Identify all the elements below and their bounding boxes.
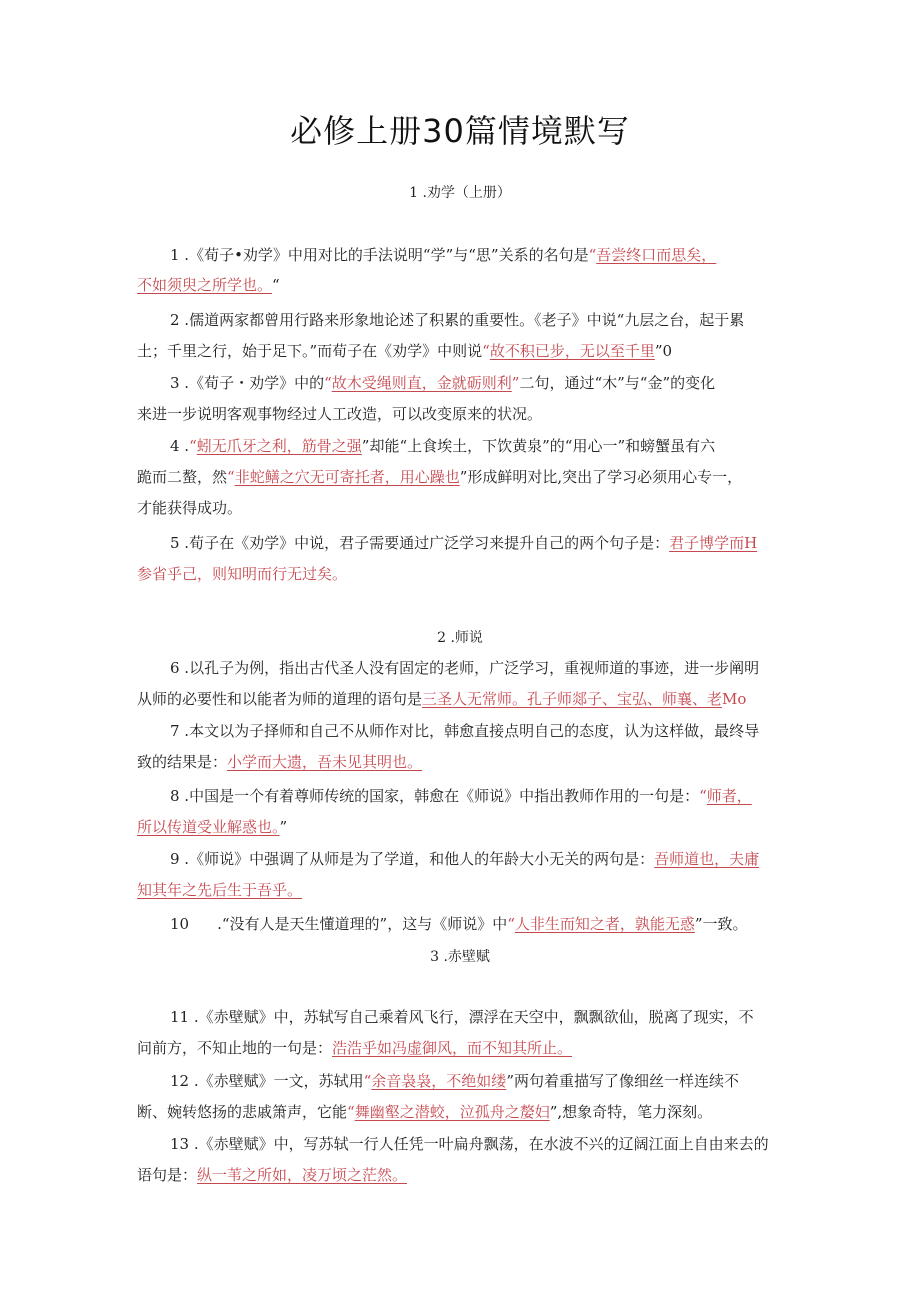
question-10-text-end: ”一致。: [694, 915, 748, 933]
question-8-answer-part-1: 师者，: [706, 787, 752, 805]
question-12-answer-part-1: 余音袅袅，不绝如缕: [371, 1072, 507, 1090]
quote-mark: “: [699, 787, 707, 805]
question-11-line-2: [137, 1038, 787, 1058]
question-5-line-2: [137, 564, 787, 584]
quote-mark: “: [482, 342, 490, 360]
question-6-line-2: [137, 689, 787, 709]
question-5-answer-part-2: 参省乎己，则知明而行无过矣。: [137, 565, 348, 583]
question-13-answer: 纵一苇之所如，凌万顷之茫然。: [197, 1166, 408, 1184]
page-title: 必修上册30篇情境默写: [290, 112, 630, 150]
question-8-line-2: [137, 817, 787, 837]
question-3-answer: 故木受绳则直，金就砺则利: [331, 374, 512, 392]
question-10-number: 10: [170, 915, 190, 933]
question-3-text: 3 .《荀子・劝学》中的: [170, 374, 325, 392]
question-8-answer-part-2: 所以传道受业解惑也。: [137, 818, 280, 836]
question-11-answer: 浩浩乎如冯虚御风，而不知其所止。: [332, 1039, 573, 1057]
question-7-text: 致的结果是：: [137, 753, 228, 771]
quote-mark: “: [272, 276, 280, 294]
quote-mark: “: [347, 1103, 355, 1121]
question-4-line-2: [137, 467, 787, 487]
question-9-line-2: [137, 880, 787, 900]
quote-mark: ”0: [654, 342, 673, 360]
section-heading-chibifu: 3 .赤壁赋: [430, 949, 490, 965]
quote-mark: “: [588, 246, 597, 264]
question-3-line-2: 来进一步说明客观事物经过人工改造，可以改变原来的状况。: [137, 405, 543, 423]
question-6-line-1: 6 .以孔子为例，指出古代圣人没有固定的老师，广泛学习，重视师道的事迹，进一步阐明: [170, 659, 760, 677]
question-10-text: .“没有人是天生懂道理的”，这与《师说》中: [217, 915, 508, 933]
question-4-line-3: 才能获得成功。: [137, 499, 243, 517]
question-9-answer-part-1: 吾师道也，夫庸: [654, 850, 760, 868]
section-heading-shishuo: 2 .师说: [437, 630, 483, 646]
question-13-line-2: [137, 1165, 787, 1185]
question-12-line-2: [137, 1102, 787, 1122]
question-2-text: 土；千里之行，始于足下。”而荀子在《劝学》中则说: [137, 342, 483, 360]
question-4-answer-part-1: 蚓无爪牙之利，筋骨之强: [196, 437, 362, 455]
quote-mark: “: [324, 374, 332, 392]
question-4-text-cont-2: ”形成鲜明对比,突出了学习必须用心专一，: [459, 468, 743, 486]
question-3-line-1: [170, 373, 787, 393]
question-2-line-2: [137, 341, 787, 361]
question-2-answer: 故不积已步，无以至千里: [489, 342, 655, 360]
quote-mark: “: [507, 915, 515, 933]
quote-mark: ”: [279, 818, 288, 836]
question-13-text: 语句是：: [137, 1166, 198, 1184]
question-8-line-1: [170, 786, 787, 806]
quote-mark: “: [189, 437, 197, 455]
question-10-line-1: [170, 914, 787, 934]
question-4-text-cont: 跪而二螯，然: [137, 468, 228, 486]
question-1-answer-part-1: 吾尝终口而思矣，: [596, 246, 717, 264]
question-4-number: 4 .: [170, 437, 190, 455]
question-10-answer: 人非生而知之者，孰能无惑: [514, 915, 695, 933]
question-7-answer: 小学而大遗，吾未见其明也。: [227, 753, 423, 771]
question-12-text-cont: ”两句着重描写了像细丝一样连续不: [506, 1072, 739, 1090]
question-11-text: 问前方，不知止地的一句是：: [137, 1039, 333, 1057]
question-9-line-1: [170, 849, 787, 869]
question-4-text: ”却能“上食埃土，下饮黄泉”的“用心一”和螃蟹虽有六: [361, 437, 716, 455]
section-heading-quanxue: 1 .劝学（上册）: [409, 185, 511, 201]
question-4-line-1: [170, 436, 787, 456]
question-9-text: 9 .《师说》中强调了从师是为了学道，和他人的年龄大小无关的两句是：: [170, 850, 655, 868]
question-12-text: 12 .《赤壁赋》一文，苏轼用: [170, 1072, 364, 1090]
question-5-text: 5 .荀子在《劝学》中说，君子需要通过广泛学习来提升自己的两个句子是：: [170, 534, 670, 552]
question-1-line-1: [170, 245, 787, 265]
question-7-line-1: 7 .本文以为子择师和自己不从师作对比，韩愈直接点明自己的态度，认为这样做，最终导: [170, 722, 760, 740]
question-13-line-1: 13 .《赤壁赋》中，写苏轼一行人任凭一叶扁舟飘荡，在水波不兴的辽阔江面上自由来去的: [170, 1135, 769, 1153]
question-2-line-1: 2 .儒道两家都曾用行路来形象地论述了积累的重要性。《老子》中说“九层之台，起于累: [170, 311, 745, 329]
question-12-text-cont-2: 断、婉转悠扬的悲戚箫声，它能: [137, 1103, 348, 1121]
question-5-line-1: [170, 533, 787, 553]
question-12-line-1: [170, 1071, 787, 1091]
question-6-answer-tail: Mo: [722, 690, 747, 708]
question-1-answer-part-2: 不如须臾之所学也。: [137, 276, 273, 294]
question-6-answer: 三圣人无常师。孔子师郯子、宝弘、师襄、老: [422, 690, 723, 708]
quote-mark: ”: [511, 374, 520, 392]
question-3-text-cont: 二句，通过“木”与“金”的变化: [519, 374, 716, 392]
question-1-line-2: [137, 275, 787, 295]
quote-mark: “: [227, 468, 235, 486]
question-11-line-1: 11 .《赤壁赋》中，苏轼写自己乘着风飞行，漂浮在天空中，飘飘欲仙，脱离了现实，不: [170, 1008, 754, 1026]
quote-mark: “: [363, 1072, 372, 1090]
question-7-line-2: [137, 752, 787, 772]
question-12-answer-part-2: 舞幽壑之潜蛟，泣孤舟之嫠妇: [354, 1103, 550, 1121]
question-9-answer-part-2: 知其年之先后生于吾乎。: [137, 881, 303, 899]
question-8-text: 8 .中国是一个有着尊师传统的国家，韩愈在《师说》中指出教师作用的一句是：: [170, 787, 700, 805]
question-4-answer-part-2: 非蛇鳝之穴无可寄托者，用心躁也: [234, 468, 460, 486]
question-5-answer-part-1: 君子博学而H: [669, 534, 758, 552]
question-12-text-end: ”,想象奇特，笔力深刻。: [549, 1103, 713, 1121]
question-1-text: 1 .《荀子•劝学》中用对比的手法说明“学”与“思”关系的名句是: [170, 246, 589, 264]
question-6-text: 从师的必要性和以能者为师的道理的语句是: [137, 690, 423, 708]
